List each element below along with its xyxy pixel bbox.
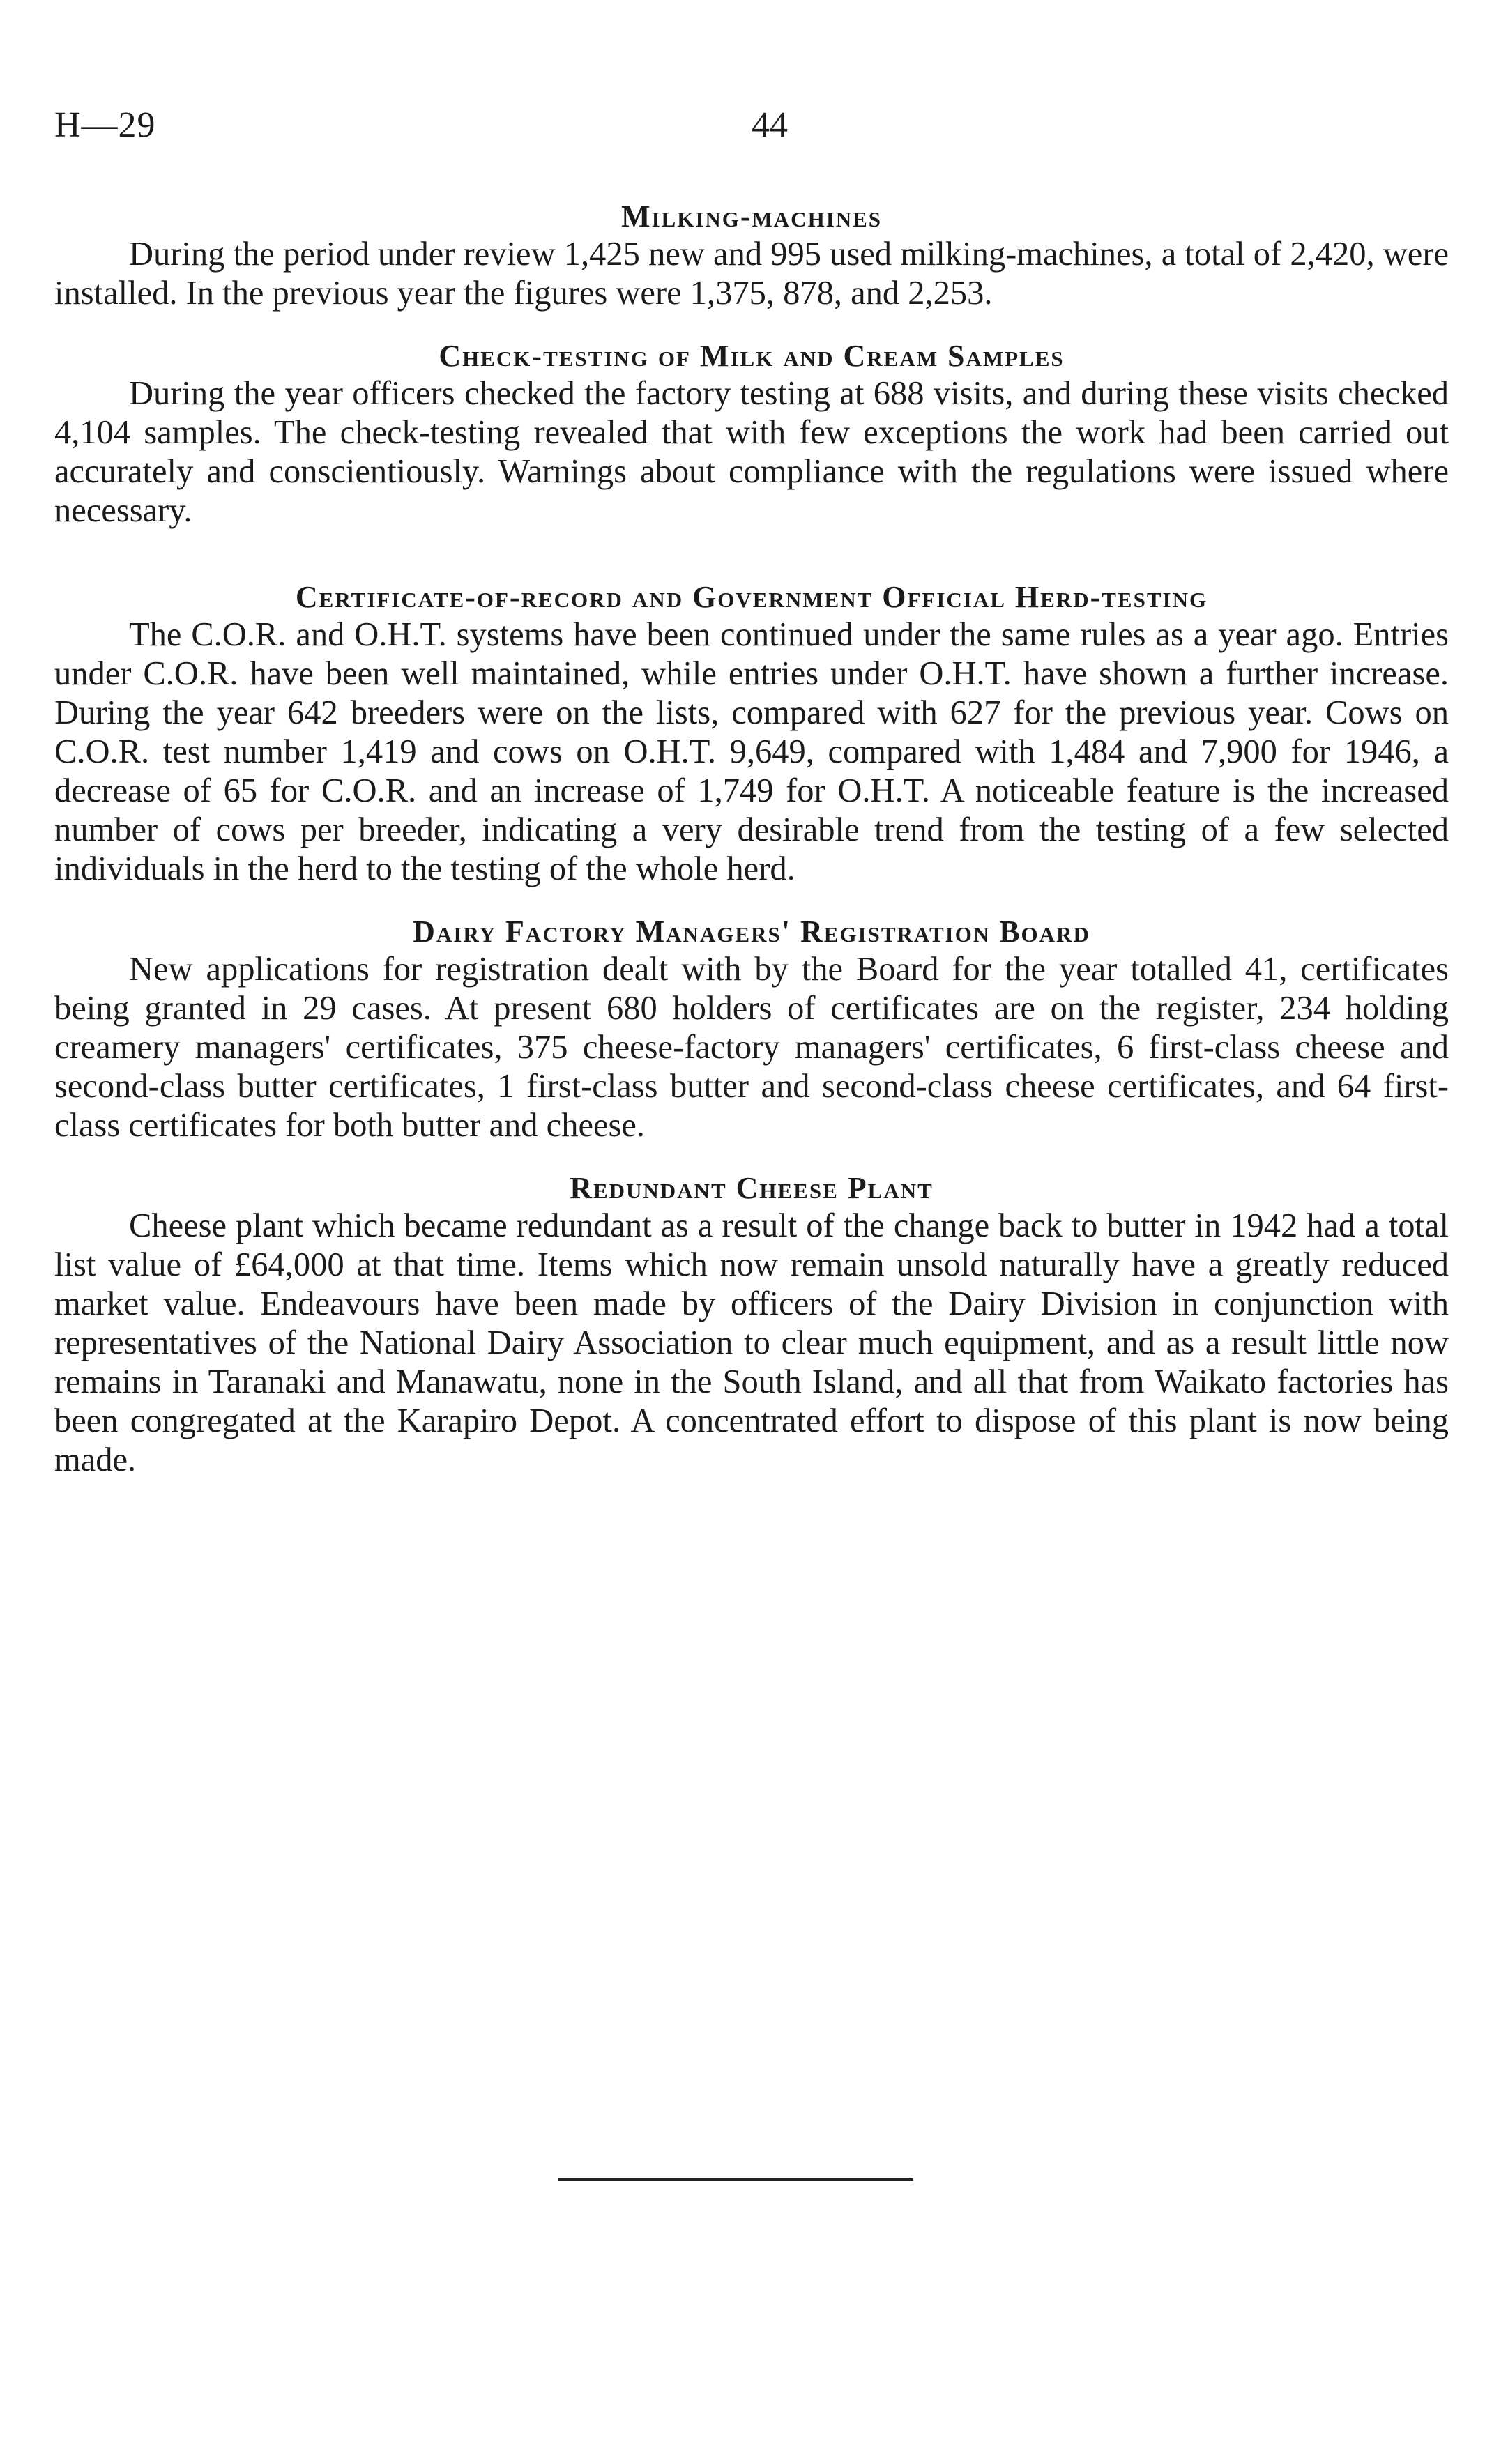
section-heading: Redundant Cheese Plant xyxy=(570,1171,934,1205)
section-herd-testing xyxy=(54,579,1449,889)
section-registration-board xyxy=(54,914,1449,1145)
running-header xyxy=(54,105,1456,153)
section-paragraph: The C.O.R. and O.H.T. systems have been continued under the same rules as a year ago. Entries under C.O.R. have been well maintained, while entries under O.H.T. have shown a further increase. During the year 642 breeders were on the lists, compared with 627 for the previous year. Cows on C.O.R. test number 1,419 and cows on O.H.T. 9,649, compared with 1,484 and 7,900 for 1946, a decrease of 65 for C.O.R. and an increase of 1,749 for O.H.T. A noticeable feature is the increased number of cows per breeder, indicating a very desirable trend from the testing of a few selected individuals in the herd to the testing of the whole herd. xyxy=(54,616,1449,887)
closing-rule xyxy=(558,2178,913,2181)
document-reference: H—29 xyxy=(54,105,156,145)
section-heading: Dairy Factory Managers' Registration Board xyxy=(413,915,1090,949)
section-milking-machines xyxy=(54,199,1449,313)
section-heading: Certificate-of-record and Government Official Herd-testing xyxy=(295,580,1208,614)
section-heading: Milking-machines xyxy=(620,199,883,234)
page-number: 44 xyxy=(752,105,788,145)
section-heading: Check-testing of Milk and Cream Samples xyxy=(439,339,1065,373)
section-paragraph: During the year officers checked the factory testing at 688 visits, and during these visits checked 4,104 samples. The check-testing revealed that with few exceptions the work had been carried out accurately and conscientiously. Warnings about compliance with the regulations were issued where necessary. xyxy=(54,375,1449,529)
section-redundant-cheese-plant xyxy=(54,1170,1449,1480)
document-body xyxy=(54,199,1449,1480)
section-paragraph: Cheese plant which became redundant as a result of the change back to butter in 1942 had a total list value of £64,000 at that time. Items which now remain unsold naturally have a greatly reduced market value. Endeavours have been made by officers of the Dairy Division in conjunction with representatives of the National Dairy Association to clear much equipment, and as a result little now remains in Taranaki and Manawatu, none in the South Island, and all that from Waikato factories has been congregated at the Karapiro Depot. A concentrated effort to dispose of this plant is now being made. xyxy=(54,1207,1449,1478)
section-paragraph: During the period under review 1,425 new and 995 used milking-machines, a total of 2,420, were installed. In the previous year the figures were 1,375, 878, and 2,253. xyxy=(54,236,1449,312)
section-paragraph: New applications for registration dealt with by the Board for the year totalled 41, certificates being granted in 29 cases. At present 680 holders of certificates are on the register, 234 holding creamery managers' certificates, 375 cheese-factory managers' certificates, 6 first-class cheese and second-class butter certificates, 1 first-class butter and second-class cheese certificates, and 64 first-class certificates for both butter and cheese. xyxy=(54,951,1449,1144)
section-check-testing xyxy=(54,338,1449,530)
